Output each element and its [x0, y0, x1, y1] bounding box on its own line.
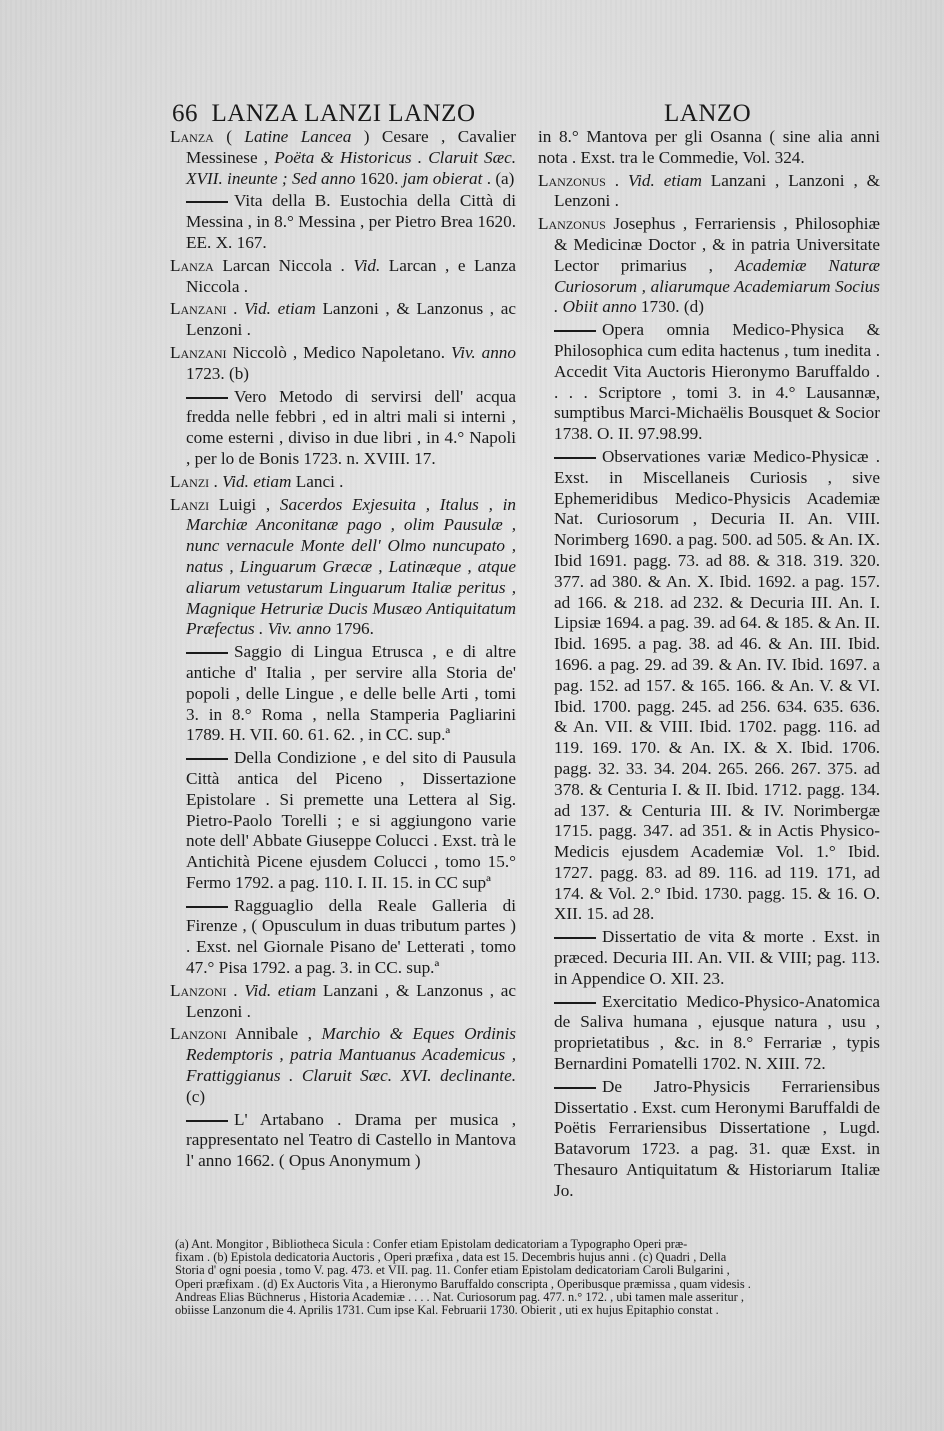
entry-text: Luigi , — [209, 494, 280, 514]
work-text: Vita della B. Eustochia della Città di Messina , in 8.° Messina , per Pietro Brea 1620. EE. X. 167. — [186, 191, 516, 252]
entry-text: . — [226, 299, 245, 319]
entry-italic-text: Vid. etiam — [244, 980, 317, 1000]
bibliography-entry — [170, 495, 516, 641]
entry-text: Lanzani , & Lanzonus , ac Lenzoni . — [186, 980, 517, 1021]
footnote-line: (a) Ant. Mongitor , Bibliotheca Sicula : Confer etiam Epistolam dedicatoriam a Typographo Operi præ- — [175, 1238, 688, 1251]
entry-italic-text: Academiæ Naturæ Curiosorum , aliarumque Academiarum Socius . Obiit anno — [554, 255, 880, 317]
entry-headword: Lanzani — [170, 342, 227, 362]
left-column — [170, 127, 516, 1174]
entry-text: . (a) — [482, 168, 515, 188]
work-text: Opera omnia Medico-Physica & Philosophica cum edita hactenus , tum inedita . Accedit Vita Auctoris Hieronymo Baruffaldo . . . . Scriptore , tomi 3. in 4.° Lausannæ, sumptibus Marci-Michaëlis Bousquet & Socior 1738. O. II. 97.98.99. — [554, 320, 880, 444]
entry-headword: Lanzi — [170, 471, 210, 491]
header-left-title: LANZA LANZI LANZO — [211, 100, 476, 127]
ditto-dash — [554, 1002, 596, 1004]
entry-text: ) Cesare , Cavalier Messinese , — [186, 127, 516, 167]
bibliography-entry — [538, 214, 880, 318]
entry-text: 1730. (d) — [636, 297, 704, 317]
work-entry — [170, 748, 516, 894]
entry-text: Larcan , e Lanza Niccola . — [186, 255, 516, 296]
work-text: De Jatro-Physicis Ferrariensibus Dissertatio . Exst. cum Heronymi Baruffaldi de Poëtis Ferrariensibus Dissertatione , Lugd. Batavorum 1723. a pag. 31. quæ Exst. in Thesauro Antiquitatum & Historiarum Italiæ Jo. — [554, 1076, 880, 1200]
page-number: 66 — [172, 100, 198, 127]
entry-text: Josephus , Ferrariensis , Philosophiæ & Medicinæ Doctor , & in patria Universitate Lector primarius , — [554, 214, 880, 275]
work-text: Della Condizione , e del sito di Pausula Città antica del Piceno , Dissertazione Epistolare . Si premette una Lettera al Sig. Pietro-Paolo Torelli ; e si aggiungono varie note dell' Abbate Giuseppe Colucci . Exst. trà le Antichità Picene ejusdem Colucci , tomo 15.° Fermo 1792. a pag. 110. I. II. 15. in CC supª — [186, 748, 516, 892]
entry-italic-text: Vid. etiam — [244, 299, 316, 319]
entry-italic-text: Vid. etiam — [627, 170, 702, 190]
bibliography-entry — [170, 981, 516, 1023]
entry-text: Larcan Niccola . — [213, 255, 354, 275]
work-entry — [538, 992, 880, 1075]
ditto-dash — [554, 937, 596, 939]
entry-text: 1796. — [330, 619, 374, 639]
ditto-dash — [554, 330, 596, 332]
work-text: Exercitatio Medico-Physico-Anatomica de Saliva humana , ejusque natura , usu , proprietatibus , &c. in 8.° Ferrariæ , typis Bernardini Pomatelli 1702. N. XIII. 72. — [554, 991, 880, 1074]
work-text: L' Artabano . Drama per musica , rappresentato nel Teatro di Castello in Mantova l' anno 1662. ( Opus Anonymum ) — [186, 1109, 516, 1171]
ditto-dash — [186, 1120, 228, 1122]
entry-italic-text: Sacerdos Exjesuita , Italus , in Marchiæ Anconitanæ pago , olim Pausulæ , nunc vernacule Monte dell' Olmo nuncupato , natus , Linguarum Græcæ , Latinæque , atque aliarum vetustarum Linguarum Italiæ peritus , Magnique Hetruriæ Ducis Musæo Antiquitatum Præfectus . Viv. anno — [186, 494, 516, 639]
entry-text: Niccolò , Medico Napoletano. — [226, 342, 452, 362]
work-entry — [170, 191, 516, 253]
entry-text: Lanzoni , & Lanzonus , ac Lenzoni . — [186, 299, 516, 340]
footnote-line: Storia d' ogni poesia , tomo V. pag. 473. et VII. pag. 11. Confer etiam Epistolam dedicatoriam Caroli Bulgarini , — [175, 1264, 730, 1278]
work-text: Saggio di Lingua Etrusca , e di altre antiche d' Italia , per servire alla Storia de' popoli , delle Lingue , e delle belle Arti , tomi 3. in 8.° Roma , nella Stamperia Pagliarini 1789. H. VII. 60. 61. 62. , in CC. sup.ª — [186, 642, 516, 745]
ditto-dash — [186, 201, 228, 203]
continued-text — [538, 127, 880, 169]
header-left — [172, 100, 476, 128]
footnote-line: fixam . (b) Epistola dedicatoria Auctoris , Operi præfixa , data est 15. Decembris hujus anni . (c) Quadri , Della — [175, 1251, 727, 1265]
right-column — [538, 127, 880, 1204]
work-text: Vero Metodo di servirsi dell' acqua fredda nelle febbri , ed in altri mali si interni , come esterni , diviso in due libri , in 4.° Napoli , per lo de Bonis 1723. n. XVIII. 17. — [186, 386, 516, 468]
entry-text: . — [209, 471, 223, 491]
work-entry — [538, 1077, 880, 1202]
work-entry — [170, 1110, 516, 1172]
bibliography-entry — [170, 256, 516, 298]
bibliography-entry — [170, 127, 516, 189]
ditto-dash — [186, 906, 228, 908]
work-text: Observationes variæ Medico-Physicæ . Exst. in Miscellaneis Curiosis , sive Ephemeridibus Medico-Physicis Academiæ Nat. Curiosorum , Decuria II. An. VIII. Norimberg 1690. a pag. 500. ad 505. & An. IX. Ibid 1691. pagg. 73. ad 88. & 318. 319. 320. 377. ad 380. & An. X. Ibid. 1692. a pag. 157. ad 166. & 218. ad 232. & Decuria III. An. I. Lipsiæ 1694. a pag. 39. ad 64. & 185. & An. II. Ibid. 1695. a pag. 38. ad 46. & An. III. Ibid. 1696. a pag. 29. ad 39. & An. IV. Ibid. 1697. a pag. 152. ad 157. & 165. 166. & An. V. & VI. Ibid. 1700. pagg. 245. ad 256. 634. 635. 636. & An. VII. & VIII. Ibid. 1702. pagg. 116. ad 119. 169. 170. & An. IX. & X. Ibid. 1706. pagg. 32. 33. 34. 204. 265. 266. 267. 375. ad 378. & Centuria I. & II. Ibid. 1712. pagg. 134. ad 137. & Centuria III. & IV. Norimbergæ 1715. pagg. 347. ad 351. & in Actis Physico-Medicis ejusdem Academiæ Vol. 1.° Ibid. 1727. pagg. 83. ad 89. 116. ad 119. 171, ad 174. & Vol. 2.° Ibid. 1730. pagg. 15. & 16. O. XII. 15. ad 28. — [554, 446, 880, 924]
entry-headword: Lanzonus — [538, 170, 606, 190]
ditto-dash — [554, 457, 596, 459]
footnotes — [175, 1238, 875, 1317]
entry-italic-text: Latine Lancea — [244, 127, 352, 146]
footnote-line: Andreas Elias Büchnerus , Historia Academiæ . . . . Nat. Curiosorum pag. 477. n.° 172. , ubi tamen male asseritur , — [175, 1290, 744, 1304]
work-text: Ragguaglio della Reale Galleria di Firenze , ( Opusculum in duas tributum partes ) . Exst. nel Giornale Pisano de' Letterati , tomo 47.° Pisa 1792. a pag. 3. in CC. sup.ª — [186, 895, 516, 978]
entry-italic-text: Viv. anno — [451, 342, 516, 362]
entry-text: . — [226, 980, 245, 1000]
work-entry — [538, 320, 880, 445]
bibliography-entry — [170, 472, 516, 493]
entry-headword: Lanzoni — [170, 1024, 227, 1044]
entry-headword: Lanzoni — [170, 980, 227, 1000]
bibliography-entry — [170, 1024, 516, 1107]
entry-headword: Lanzonus — [538, 214, 606, 234]
bibliography-entry — [538, 171, 880, 213]
footnote-line: Operi præfixam . (d) Ex Auctoris Vita , a Hieronymo Baruffaldo conscripta , Operibusque præmissa , quam videsis . — [175, 1277, 751, 1291]
work-text: in 8.° Mantova per gli Osanna ( sine alia anni nota . Exst. tra le Commedie, Vol. 324. — [538, 127, 880, 167]
work-text: Dissertatio de vita & morte . Exst. in præced. Decuria III. An. VII. & VIII; pag. 113. in Appendice O. XII. 23. — [554, 927, 880, 988]
work-entry — [170, 387, 516, 470]
entry-text: Annibale , — [226, 1024, 322, 1044]
work-entry — [538, 447, 880, 925]
ditto-dash — [554, 1087, 596, 1089]
entry-headword: Lanzi — [170, 494, 210, 514]
entry-italic-text: Poëta & Historicus . Claruit Sæc. XVII. ineunte ; Sed anno — [186, 147, 517, 188]
bibliography-entry — [170, 343, 516, 385]
work-entry — [538, 927, 880, 989]
entry-italic-text: jam obierat — [402, 168, 483, 188]
entry-text: Lanzani , Lanzoni , & Lenzoni . — [554, 170, 881, 211]
ditto-dash — [186, 652, 228, 654]
entry-headword: Lanzani — [170, 299, 227, 319]
footnote-line: obiisse Lanzonum die 4. Aprilis 1731. Cum ipse Kal. Februarii 1730. Obierit , uti ex hujus Epitaphio constat . — [175, 1304, 719, 1318]
entry-text: Lanci . — [291, 471, 344, 491]
work-entry — [170, 642, 516, 746]
header-right-title: LANZO — [664, 100, 752, 127]
bibliography-entry — [170, 299, 516, 341]
entry-headword: Lanza — [170, 127, 214, 146]
entry-text: (c) — [186, 1086, 206, 1106]
entry-headword: Lanza — [170, 255, 214, 275]
entry-text: . — [605, 170, 628, 190]
entry-text: ( — [213, 127, 245, 146]
entry-italic-text: Marchio & Eques Ordinis Redemptoris , patria Mantuanus Academicus , Frattiggianus . Claruit Sæc. XVI. declinante. — [186, 1024, 516, 1086]
entry-italic-text: Vid. — [353, 255, 381, 275]
entry-italic-text: Vid. etiam — [222, 471, 292, 491]
ditto-dash — [186, 758, 228, 760]
entry-text: 1723. (b) — [186, 363, 250, 383]
entry-text: 1620. — [355, 168, 403, 188]
work-entry — [170, 896, 516, 979]
ditto-dash — [186, 397, 228, 399]
